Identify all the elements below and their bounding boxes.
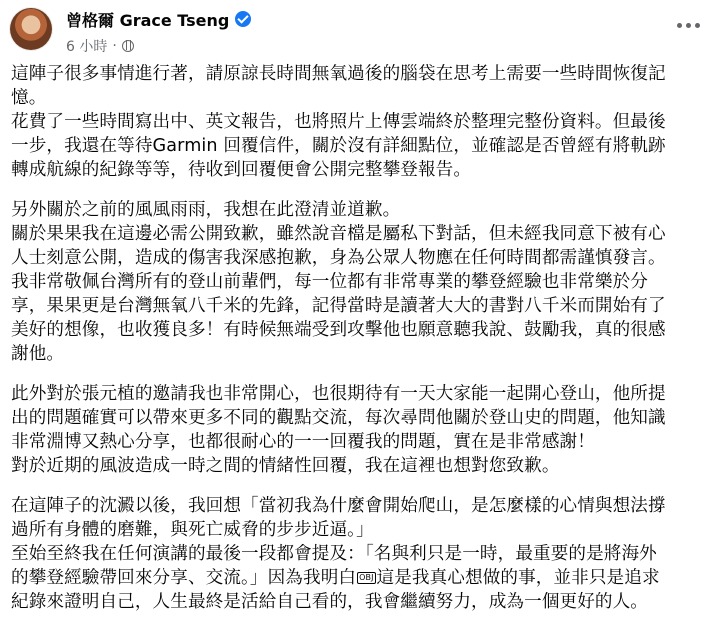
post-content — [0, 62, 722, 630]
text-line: 人士刻意公開，造成的傷害我深感抱歉，身為公眾人物應在任何時間都需謹慎發言。 — [11, 248, 666, 268]
author-row — [66, 8, 251, 30]
text-line: 這陣子很多事情進行著，請原諒長時間無氧過後的腦袋在思考上需要一些時間恢復記 — [11, 64, 666, 84]
text-line: 過所有身體的磨難，與死亡威脅的步步近逼。」 — [11, 520, 374, 540]
text-line: 出的問題確實可以帶來更多不同的觀點交流，每次尋問他關於登山史的問題，他知識 — [11, 408, 666, 428]
text-fragment: 這是我真心想做的事，並非只是追求 — [376, 568, 660, 588]
paragraph-2 — [0, 198, 722, 366]
text-line: 轉成航線的紀錄等等，待收到回覆便會公開完整攀登報告。 — [11, 160, 472, 180]
verified-badge-icon — [235, 11, 251, 27]
text-line: 一步，我還在等待Garmin 回覆信件，關於沒有詳細點位，並確認是否曾經有將軌跡 — [11, 136, 666, 156]
obj-placeholder-icon: OBJ — [359, 573, 374, 582]
paragraph-1 — [0, 62, 722, 182]
text-line: 關於果果我在這邊必需公開致歉，雖然說音檔是屬私下對話，但未經我同意下被有心 — [11, 224, 666, 244]
author-name[interactable]: 曾格爾 Grace Tseng — [66, 10, 230, 30]
text-line: 憶。 — [11, 88, 47, 108]
dot-icon — [695, 23, 700, 28]
text-line: 我非常敬佩台灣所有的登山前輩們，每一位都有非常專業的攀登經驗也非常樂於分 — [11, 272, 648, 292]
text-line: 在這陣子的沈澱以後，我回想「當初我為什麼會開始爬山，是怎麼樣的心情與想法撐 — [11, 496, 666, 516]
globe-icon[interactable] — [122, 40, 134, 52]
text-line: 紀錄來證明自己，人生最終是活給自己看的，我會繼續努力，成為一個更好的人。 — [11, 592, 648, 612]
post-timestamp[interactable]: 6 小時 — [66, 39, 108, 55]
more-options-icon[interactable] — [672, 16, 704, 34]
text-line: 美好的想像，也收獲良多！有時候無端受到攻擊他也願意聽我說、鼓勵我，真的很感 — [11, 320, 666, 340]
paragraph-4 — [0, 494, 722, 614]
text-fragment: 的攀登經驗帶回來分享、交流。」因為我明白 — [11, 568, 357, 588]
text-line-with-glyph — [11, 566, 712, 590]
text-line: 享，果果更是台灣無氧八千米的先鋒，記得當時是讀著大大的書對八千米而開始有了 — [11, 296, 666, 316]
text-line: 謝他。 — [11, 344, 65, 364]
avatar[interactable] — [10, 8, 52, 50]
post-header — [0, 0, 722, 62]
text-line: 非常淵博又熱心分享，也都很耐心的一一回覆我的問題，實在是非常感謝！ — [11, 432, 595, 452]
paragraph-3 — [0, 382, 722, 478]
text-line: 另外關於之前的風風雨雨，我想在此澄清並道歉。 — [11, 200, 401, 220]
text-line: 至始至終我在任何演講的最後一段都會提及：「名與利只是一時，最重要的是將海外 — [11, 544, 657, 564]
dot-icon — [677, 23, 682, 28]
meta-separator: · — [112, 38, 117, 54]
text-line: 花費了一些時間寫出中、英文報告，也將照片上傳雲端終於整理完整份資料。但最後 — [11, 112, 666, 132]
post-meta — [66, 36, 134, 56]
text-line: 對於近期的風波造成一時之間的情緒性回覆，我在這裡也想對您致歉。 — [11, 456, 560, 476]
dot-icon — [686, 23, 691, 28]
text-line: 此外對於張元植的邀請我也非常開心，也很期待有一天大家能一起開心登山，他所提 — [11, 384, 666, 404]
